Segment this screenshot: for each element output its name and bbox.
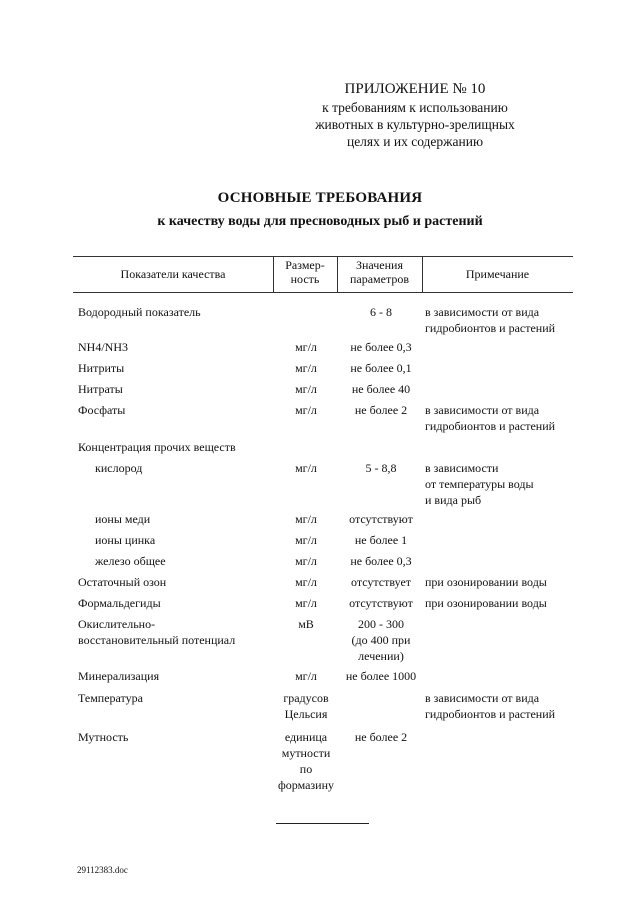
cell-line: мВ: [298, 617, 314, 631]
header-value: [337, 258, 422, 286]
appendix-number: ПРИЛОЖЕНИЕ № 10: [344, 81, 486, 97]
cell-value: [338, 595, 424, 611]
header-value-line: Значения: [355, 258, 403, 272]
cell-line: в зависимости от вида: [425, 305, 540, 319]
cell-name: [78, 574, 273, 590]
cell-line: Температура: [78, 691, 143, 705]
cell-name: [95, 532, 290, 548]
header-unit: [273, 258, 337, 286]
cell-value: [338, 511, 424, 527]
cell-value: [338, 304, 424, 320]
cell-line: мг/л: [295, 669, 317, 683]
cell-line: формазину: [277, 778, 334, 792]
cell-note: [425, 304, 585, 336]
cell-line: Мутность: [78, 730, 129, 744]
cell-unit: [274, 339, 338, 355]
cell-unit: [274, 729, 338, 793]
closing-rule: [276, 823, 369, 824]
cell-note: [425, 595, 585, 611]
cell-line: гидробионтов и растений: [425, 707, 556, 721]
header-unit-line: Размер-: [285, 258, 325, 272]
cell-line: ионы меди: [95, 512, 151, 526]
appendix-heading: [285, 80, 545, 150]
cell-line: не более 1: [354, 533, 408, 547]
cell-value: [338, 553, 424, 569]
cell-line: Нитраты: [78, 382, 123, 396]
header-note: Примечание: [465, 267, 530, 281]
cell-name: [78, 595, 273, 611]
cell-unit: [274, 595, 338, 611]
cell-line: Цельсия: [284, 707, 328, 721]
cell-line: в зависимости: [425, 461, 499, 475]
cell-line: от температуры воды: [425, 477, 534, 491]
cell-value: [338, 381, 424, 397]
cell-value: [338, 339, 424, 355]
table-top-rule: [73, 256, 573, 257]
table-header-rule: [73, 292, 573, 293]
cell-unit: [274, 616, 338, 632]
cell-unit: [274, 668, 338, 684]
header-value-line: параметров: [349, 272, 410, 286]
cell-name: [78, 402, 273, 418]
cell-line: в зависимости от вида: [425, 403, 540, 417]
cell-line: не более 0,3: [350, 554, 412, 568]
cell-name: [95, 460, 290, 476]
cell-unit: [274, 402, 338, 418]
cell-value: [338, 360, 424, 376]
cell-line: 6 - 8: [370, 305, 392, 319]
cell-note: [425, 690, 585, 722]
cell-line: лечении): [358, 649, 404, 663]
cell-value: [338, 460, 424, 476]
cell-unit: [274, 690, 338, 722]
cell-line: мг/л: [295, 596, 317, 610]
document-subtitle: к качеству воды для пресноводных рыб и растений: [157, 214, 483, 229]
cell-line: мутности: [281, 746, 331, 760]
cell-line: Минерализация: [78, 669, 160, 683]
cell-value: [338, 402, 424, 418]
cell-line: NH4/NH3: [78, 340, 128, 354]
cell-name: [78, 439, 273, 455]
cell-line: Окислительно-: [78, 617, 156, 631]
header-unit-line: ность: [290, 272, 320, 286]
cell-name: [78, 668, 273, 684]
cell-line: гидробионтов и растений: [425, 321, 556, 335]
cell-line: гидробионтов и растений: [425, 419, 556, 433]
cell-value: [338, 532, 424, 548]
cell-line: (до 400 при: [351, 633, 411, 647]
cell-name: [78, 381, 273, 397]
document-title: ОСНОВНЫЕ ТРЕБОВАНИЯ: [217, 190, 423, 206]
cell-line: не более 0,3: [350, 340, 412, 354]
cell-line: мг/л: [295, 461, 317, 475]
cell-line: мг/л: [295, 533, 317, 547]
cell-value: [338, 668, 424, 684]
cell-line: отсутствуют: [349, 596, 413, 610]
cell-value: [338, 729, 424, 745]
cell-line: мг/л: [295, 340, 317, 354]
cell-line: мг/л: [295, 382, 317, 396]
cell-line: не более 40: [351, 382, 411, 396]
cell-line: 5 - 8,8: [365, 461, 397, 475]
cell-line: мг/л: [295, 575, 317, 589]
cell-line: Нитриты: [78, 361, 125, 375]
cell-line: отсутствуют: [349, 512, 413, 526]
cell-line: при озонировании воды: [425, 596, 547, 610]
cell-line: не более 0,1: [350, 361, 412, 375]
file-name: 29112383.doc: [77, 865, 128, 875]
cell-unit: [274, 381, 338, 397]
cell-line: градусов: [283, 691, 329, 705]
cell-line: Формальдегиды: [78, 596, 161, 610]
cell-note: [425, 574, 585, 590]
appendix-line-1: к требованиям к использованию: [322, 100, 508, 115]
appendix-line-3: целях и их содержанию: [346, 134, 484, 149]
cell-line: ионы цинка: [95, 533, 156, 547]
cell-line: не более 2: [354, 730, 408, 744]
cell-line: Концентрация прочих веществ: [78, 440, 236, 454]
cell-name: [95, 553, 290, 569]
cell-line: отсутствует: [350, 575, 412, 589]
cell-line: единица: [284, 730, 328, 744]
cell-line: и вида рыб: [425, 493, 482, 507]
header-indicator: Показатели качества: [120, 267, 226, 281]
cell-line: Водородный показатель: [78, 305, 201, 319]
cell-name: [78, 690, 273, 706]
cell-unit: [274, 574, 338, 590]
cell-name: [78, 304, 273, 320]
cell-unit: [274, 532, 338, 548]
cell-value: [338, 574, 424, 590]
cell-line: восстановительный потенциал: [78, 633, 236, 647]
cell-name: [95, 511, 290, 527]
cell-line: кислород: [95, 461, 143, 475]
cell-name: [78, 616, 273, 648]
cell-unit: [274, 511, 338, 527]
cell-line: не более 1000: [345, 669, 417, 683]
cell-line: мг/л: [295, 361, 317, 375]
cell-line: Остаточный озон: [78, 575, 167, 589]
cell-line: Фосфаты: [78, 403, 126, 417]
cell-note: [425, 402, 585, 434]
cell-line: при озонировании воды: [425, 575, 547, 589]
cell-line: 200 - 300: [358, 617, 404, 631]
cell-unit: [274, 553, 338, 569]
cell-name: [78, 339, 273, 355]
cell-unit: [274, 360, 338, 376]
cell-line: в зависимости от вида: [425, 691, 540, 705]
cell-line: мг/л: [295, 403, 317, 417]
cell-name: [78, 729, 273, 745]
cell-value: [338, 616, 424, 664]
cell-line: мг/л: [295, 512, 317, 526]
cell-name: [78, 360, 273, 376]
cell-line: по: [299, 762, 313, 776]
cell-line: железо общее: [95, 554, 166, 568]
cell-note: [425, 460, 585, 508]
appendix-line-2: животных в культурно-зрелищных: [315, 117, 515, 132]
cell-line: не более 2: [354, 403, 408, 417]
cell-unit: [274, 460, 338, 476]
cell-line: мг/л: [295, 554, 317, 568]
